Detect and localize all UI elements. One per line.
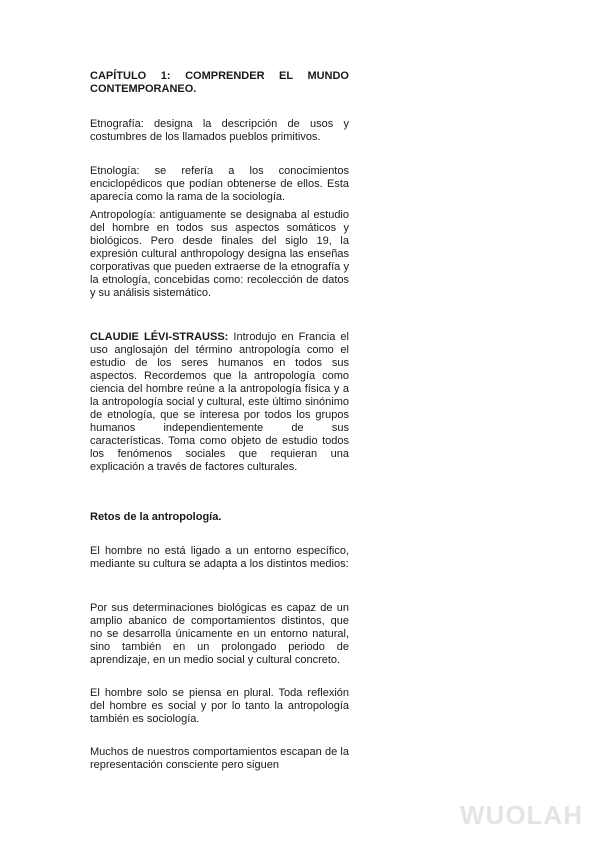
section-heading-retos: Retos de la antropología. — [90, 511, 222, 523]
chapter-title-line-1: CAPÍTULO 1: COMPRENDER EL MUNDO — [90, 70, 349, 82]
paragraph-etnografia: Etnografía: designa la descripción de usos y costumbres de los llamados pueblos primitivos. — [90, 118, 349, 143]
wuolah-watermark: WUOLAH — [460, 800, 583, 830]
paragraph-etnologia: Etnología: se refería a los conocimientos enciclopédicos que podían obtenerse de ellos. Esta aparecía como la rama de la sociología. — [90, 165, 349, 203]
levi-strauss-text: Introdujo en Francia el uso anglosajón del término antropología como el estudio de los seres humanos en todos sus aspectos. Recordemos que la antropología como ciencia del hombre reúne a la antropología física y a la antropología social y cultural, este último sinónimo de etnología, que se interesa por todos los grupos humanos independientemente de sus características. Toma como objeto de estudio todos los fenómenos sociales que requieran una explicación a través de factores culturales. — [90, 331, 349, 473]
chapter-title — [90, 70, 349, 96]
paragraph-plural: El hombre solo se piensa en plural. Toda reflexión del hombre es social y por lo tanto la antropología también es sociología. — [90, 687, 349, 725]
paragraph-determinaciones: Por sus determinaciones biológicas es capaz de un amplio abanico de comportamientos distintos, que no se desarrolla únicamente en un entorno natural, sino también en un prolongado periodo de aprendizaje, en un medio social y cultural concreto. — [90, 602, 349, 666]
paragraph-levi-strauss — [90, 331, 349, 474]
levi-strauss-name: CLAUDIE LÉVI-STRAUSS: — [90, 331, 229, 343]
paragraph-antropologia: Antropología: antiguamente se designaba al estudio del hombre en todos sus aspectos somáticos y biológicos. Pero desde finales del siglo 19, la expresión cultural anthropology designa las enseñas corporativas que pueden extraerse de la etnografía y la etnología, concebidas como: recolección de datos y su análisis sistemático. — [90, 209, 349, 299]
paragraph-entorno: El hombre no está ligado a un entorno específico, mediante su cultura se adapta a los distintos medios: — [90, 545, 349, 570]
chapter-title-line-2: CONTEMPORANEO. — [90, 83, 197, 95]
paragraph-comportamientos: Muchos de nuestros comportamientos escapan de la representación consciente pero siguen — [90, 746, 349, 771]
